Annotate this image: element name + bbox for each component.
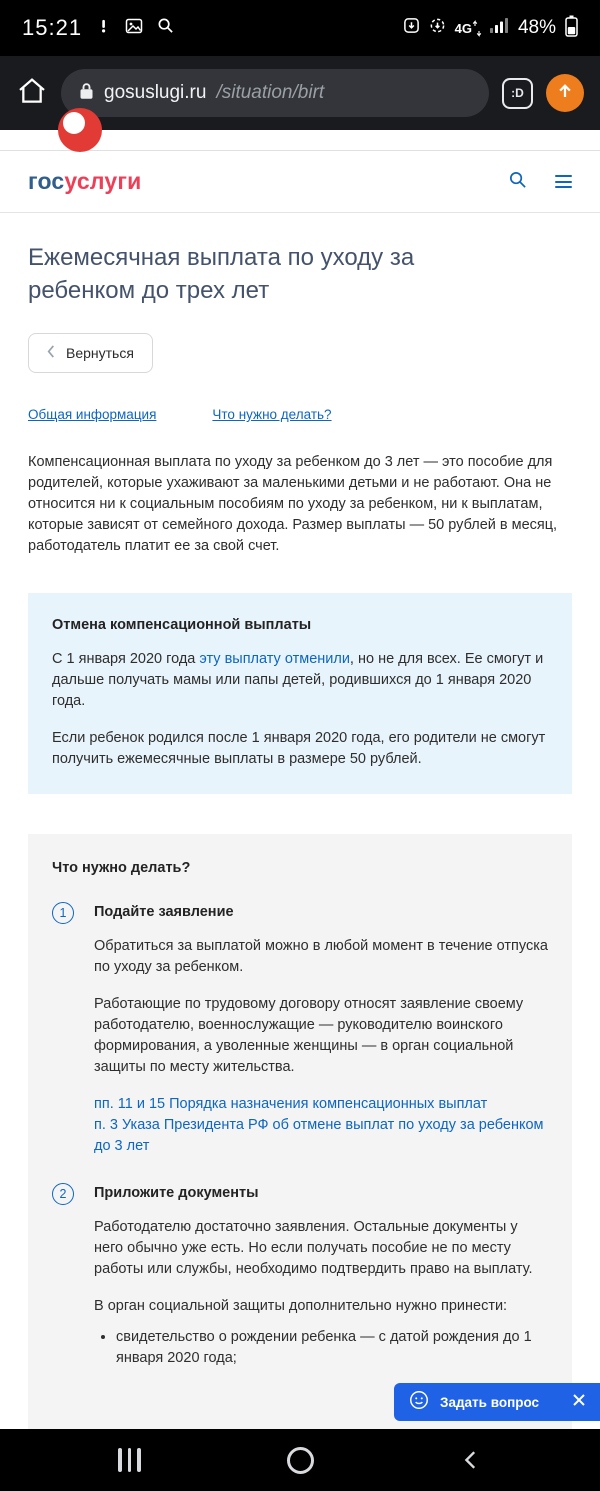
status-bar — [0, 0, 600, 56]
clock: 15:21 — [22, 15, 83, 40]
logo-text-red: услуги — [64, 168, 142, 194]
steps-box — [28, 834, 572, 1429]
chevron-left-icon — [47, 345, 55, 361]
info-text: , но не для всех. Ее смогут и дальше получать мамы или папы детей, родившихся до 1 января 2020 года. — [52, 651, 544, 709]
site-search-icon[interactable] — [508, 170, 527, 194]
page-content — [0, 130, 600, 1429]
alert-notification-icon — [96, 18, 111, 39]
android-nav-bar — [0, 1429, 600, 1491]
info-box-title: Отмена компенсационной выплаты — [52, 617, 312, 633]
gosuslugi-logo[interactable] — [28, 168, 141, 195]
recents-button[interactable] — [118, 1448, 141, 1472]
chat-label: Задать вопрос — [440, 1394, 540, 1410]
url-bar[interactable] — [61, 69, 489, 117]
step-2-title: Приложите документы — [94, 1185, 259, 1201]
tabs-button[interactable] — [502, 78, 533, 109]
payment-cancelled-link[interactable]: эту выплату отменили — [199, 651, 350, 667]
signal-icon — [490, 17, 509, 39]
document-list-item: • свидетельство о рождении ребенка — с датой рождения до 1 января 2020 года; — [116, 1327, 548, 1369]
android-home-button[interactable] — [287, 1447, 314, 1474]
screenshot-icon — [403, 17, 420, 39]
floating-logo — [58, 108, 102, 152]
step-1-number: 1 — [52, 902, 74, 924]
lock-icon — [79, 82, 94, 105]
android-back-button[interactable] — [460, 1448, 482, 1472]
battery-icon — [565, 15, 578, 42]
network-type-indicator: 4G — [455, 21, 481, 36]
legal-link-1[interactable]: пп. 11 и 15 Порядка назначения компенсационных выплат — [94, 1096, 488, 1112]
step-1 — [52, 904, 548, 1157]
steps-box-title: Что нужно делать? — [52, 860, 191, 876]
tab-what-to-do[interactable]: Что нужно делать? — [212, 407, 332, 422]
battery-percent: 48% — [517, 17, 556, 38]
main-area — [0, 241, 600, 1429]
info-box-paragraph-1 — [52, 649, 548, 712]
section-tabs — [28, 407, 572, 422]
cancellation-info-box — [28, 593, 572, 794]
step-1-title: Подайте заявление — [94, 904, 234, 920]
documents-list — [94, 1327, 548, 1369]
site-header — [0, 151, 600, 213]
browser-update-button[interactable] — [546, 74, 584, 112]
logo-text-blue: гос — [28, 168, 65, 194]
back-button-label: Вернуться — [66, 345, 134, 361]
url-path: /situation/birt — [216, 82, 325, 103]
chat-close-icon[interactable] — [572, 1393, 586, 1412]
hamburger-menu-icon[interactable] — [555, 172, 572, 192]
back-button[interactable] — [28, 333, 153, 373]
gallery-notification-icon — [125, 17, 143, 40]
arrow-up-icon — [556, 82, 574, 105]
info-box-paragraph-2: Если ребенок родился после 1 января 2020 года, его родители не смогут получить ежемесячные выплаты в размере 50 рублей. — [52, 730, 546, 767]
step-1-paragraph-1: Обратиться за выплатой можно в любой момент в течение отпуска по уходу за ребенком. — [94, 938, 548, 975]
step-2-paragraph-1: Работодателю достаточно заявления. Остальные документы у него обычно уже есть. Но если получать пособие не по месту работы или службы, необходимо подтвердить право на выплату. — [94, 1219, 533, 1277]
page-title: Ежемесячная выплата по уходу за ребенком до трех лет — [28, 244, 415, 304]
chat-smiley-icon — [408, 1389, 430, 1416]
tab-general-info[interactable]: Общая информация — [28, 407, 157, 422]
step-1-paragraph-2: Работающие по трудовому договору относят заявление своему работодателю, военнослужащие — руководителю воинского формирования, а уволенные женщины — в орган социальной защиты по месту жительства. — [94, 996, 524, 1075]
step-2-number: 2 — [52, 1183, 74, 1205]
step-2-list-intro: В орган социальной защиты дополнительно нужно принести: — [94, 1298, 508, 1314]
legal-link-2[interactable]: п. 3 Указа Президента РФ об отмене выплат по уходу за ребенком до 3 лет — [94, 1117, 544, 1154]
data-saver-icon — [429, 17, 446, 39]
browser-home-icon[interactable] — [16, 75, 48, 112]
step-2 — [52, 1185, 548, 1369]
ask-question-chat-button[interactable] — [394, 1383, 600, 1421]
tab-count-badge: :D — [511, 86, 524, 100]
search-notification-icon — [157, 17, 174, 39]
url-domain: gosuslugi.ru — [104, 82, 207, 103]
info-text: С 1 января 2020 года — [52, 651, 200, 667]
intro-paragraph: Компенсационная выплата по уходу за ребенком до 3 лет — это пособие для родителей, которые ухаживают за маленькими детьми и не работают. Она не относится ни к социальным пособиям по уходу за ребенком, ни к выплатам, которые зависят от семейного дохода. Размер выплаты — 50 рублей в месяц, работодатель платит ее за свой счет. — [28, 454, 558, 554]
